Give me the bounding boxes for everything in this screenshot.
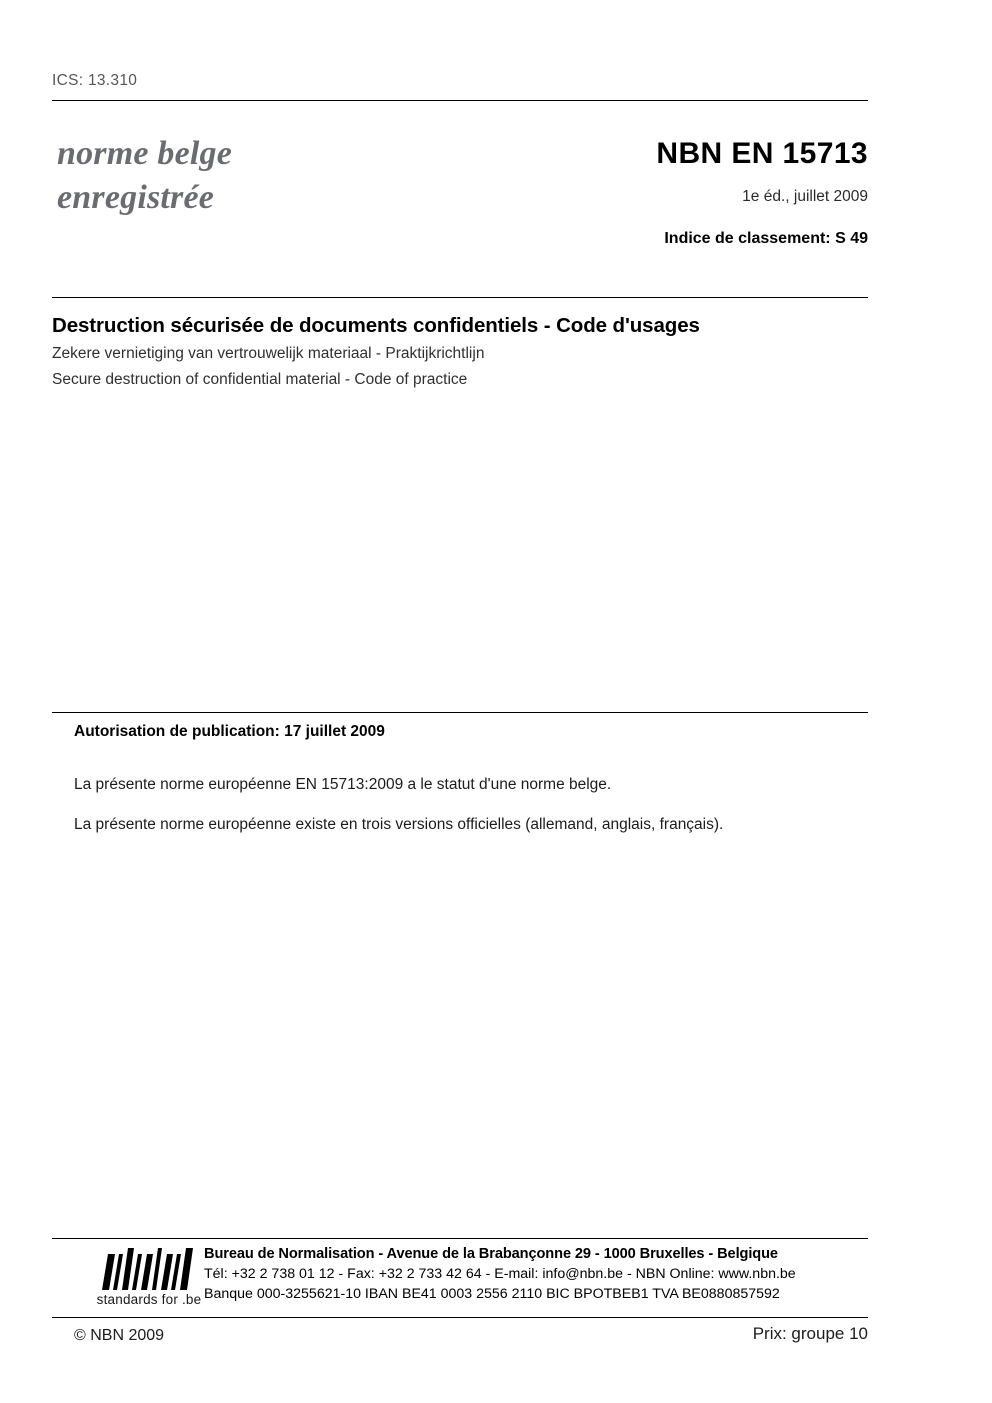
standard-number: NBN EN 15713 bbox=[656, 137, 868, 170]
standard-type bbox=[57, 132, 232, 220]
logo-caption: standards for .be bbox=[96, 1292, 202, 1307]
authorisation-paragraph-1: La présente norme européenne EN 15713:2009 a le statut d'une norme belge. bbox=[74, 776, 612, 793]
authorisation-paragraph-2: La présente norme européenne existe en trois versions officielles (allemand, anglais, français). bbox=[74, 816, 724, 833]
divider-bottom bbox=[52, 1317, 868, 1318]
nbn-logo bbox=[84, 1248, 214, 1310]
footer-contact: Tél: +32 2 738 01 12 - Fax: +32 2 733 42 64 - E-mail: info@nbn.be - NBN Online: www.nbn.be bbox=[204, 1266, 796, 1282]
title-french: Destruction sécurisée de documents confidentiels - Code d'usages bbox=[52, 314, 700, 337]
page-content bbox=[52, 0, 868, 1403]
footer-bank-details: Banque 000-3255621-10 IBAN BE41 0003 2556 2110 BIC BPOTBEB1 TVA BE0880857592 bbox=[204, 1286, 780, 1302]
price-group: Prix: groupe 10 bbox=[752, 1324, 868, 1343]
divider-authorisation bbox=[52, 712, 868, 713]
title-english: Secure destruction of confidential material - Code of practice bbox=[52, 371, 468, 388]
nbn-logo-bars-icon bbox=[102, 1248, 198, 1290]
divider-top bbox=[52, 100, 868, 101]
standard-edition: 1e éd., juillet 2009 bbox=[742, 188, 868, 205]
title-dutch: Zekere vernietiging van vertrouwelijk materiaal - Praktijkrichtlijn bbox=[52, 345, 485, 362]
classification-index: Indice de classement: S 49 bbox=[664, 230, 868, 247]
ics-code: ICS: 13.310 bbox=[52, 72, 138, 89]
divider-footer bbox=[52, 1238, 868, 1239]
standard-type-line-2: enregistrée bbox=[57, 179, 215, 216]
authorisation-heading: Autorisation de publication: 17 juillet 2009 bbox=[74, 723, 385, 740]
divider-title bbox=[52, 297, 868, 298]
footer-contact-block bbox=[204, 1246, 868, 1302]
copyright-notice: © NBN 2009 bbox=[74, 1327, 165, 1344]
standard-type-line-1: norme belge bbox=[57, 135, 233, 172]
footer-address: Bureau de Normalisation - Avenue de la Brabançonne 29 - 1000 Bruxelles - Belgique bbox=[204, 1246, 778, 1262]
